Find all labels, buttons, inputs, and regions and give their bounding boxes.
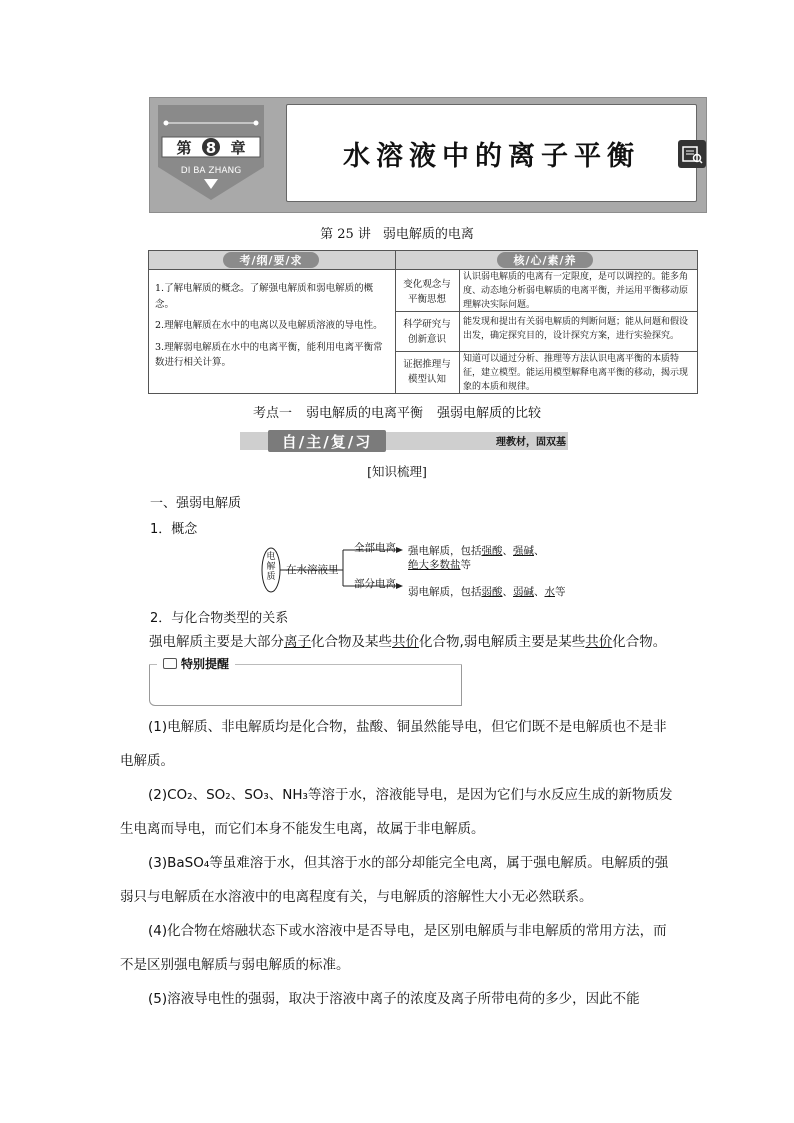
- literacy-name: 科学研究与创新意识: [403, 319, 451, 345]
- weak-base: 弱碱: [513, 586, 534, 598]
- literacy-desc: 知道可以通过分析、推理等方法认识电离平衡的本质特征，建立模型。能运用模型解释电离平衡的移动，揭示现象的本质和规律。: [463, 354, 689, 392]
- kaodian-title-2: 强弱电解质的比较: [437, 406, 542, 421]
- requirement-item: 1.了解电解质的概念。了解强电解质和弱电解质的概念。: [155, 283, 374, 310]
- strong-prefix: 强电解质，包括: [408, 545, 482, 557]
- separator: 、: [534, 586, 545, 598]
- overview-table: [148, 250, 698, 394]
- weak-acid: 弱酸: [481, 586, 503, 598]
- relation-part: 化合物。: [612, 634, 667, 650]
- diagram-branch-bottom: 部分电离: [354, 578, 396, 590]
- salts: 绝大多数盐: [408, 559, 461, 571]
- requirement-item: 3.理解弱电解质在水中的电离平衡，能利用电离平衡常数进行相关计算。: [155, 341, 383, 368]
- relation-part: 化合物及某些: [311, 634, 392, 650]
- note-header: [157, 655, 235, 672]
- relation-blank: 离子: [284, 634, 311, 650]
- relation-part: 化合物,弱电解质主要是某些: [419, 634, 586, 650]
- diagram-weak-line: [408, 584, 566, 599]
- note-paragraph: (5)溶液导电性的强弱，取决于溶液中离子的浓度及离子所带电荷的多少，因此不能: [148, 991, 640, 1007]
- diagram-strong-line: [408, 543, 545, 558]
- review-label: 自/主/复/习: [268, 430, 386, 452]
- relation-text: [149, 630, 666, 650]
- note-icon: [163, 658, 177, 669]
- diagram-root: 电解质: [266, 552, 276, 582]
- strong-acid: 强酸: [481, 545, 503, 557]
- literacy-header: 核/心/素/养: [497, 252, 593, 268]
- water: 水: [544, 586, 555, 598]
- chapter-prefix: 第: [176, 139, 192, 157]
- separator: 、: [502, 545, 513, 557]
- requirements-list: [155, 281, 385, 377]
- chapter-suffix: 章: [230, 139, 246, 157]
- kaodian-label: 考点一: [252, 406, 292, 421]
- separator: 、: [534, 545, 545, 557]
- chapter-number: 8: [205, 139, 217, 157]
- subsection-title: 1．概念: [150, 522, 198, 537]
- salts-tail: 等: [460, 559, 471, 571]
- relation-blank: 共价: [392, 634, 419, 650]
- literacy-name: 证据推理与模型认知: [403, 359, 451, 385]
- chapter-title: 水溶液中的离子平衡: [343, 140, 640, 172]
- relation-part: 强电解质主要是大部分: [149, 634, 284, 650]
- lecture-topic: 弱电解质的电离: [382, 227, 474, 242]
- separator: 、: [502, 586, 513, 598]
- note-paragraph: (3)BaSO₄等虽难溶于水，但其溶于水的部分却能完全电离，属于强电解质。电解质的强弱只与电解质在水溶液中的电离程度有关，与电解质的溶解性大小无必然联系。: [120, 855, 669, 905]
- note-label: 特别提醒: [181, 657, 230, 671]
- literacy-desc: 能发现和提出有关弱电解质的判断问题；能从问题和假设出发，确定探究目的，设计探究方案，进行实验探究。: [463, 317, 689, 341]
- review-subtitle: 理教材，固双基: [496, 437, 566, 448]
- requirement-item: 2.理解电解质在水中的电离以及电解质溶液的导电性。: [155, 320, 383, 331]
- literacy-name: 变化观念与平衡思想: [403, 279, 451, 305]
- kaodian-title-1: 弱电解质的电离平衡: [305, 406, 423, 421]
- requirements-header: 考/纲/要/求: [223, 252, 319, 268]
- diagram-condition: 在水溶液里: [286, 564, 339, 576]
- strong-base: 强碱: [513, 545, 534, 557]
- relation-blank: 共价: [585, 634, 613, 650]
- notes-list: [120, 710, 680, 1016]
- section-heading: [0, 402, 794, 421]
- diagram-salts-line: [408, 557, 471, 572]
- knowledge-heading: [知识梳理]: [367, 464, 427, 479]
- note-paragraph: (2)CO₂、SO₂、SO₃、NH₃等溶于水，溶液能导电，是因为它们与水反应生成的新物质发生电离而导电，而它们本身不能发生电离，故属于非电解质。: [120, 787, 673, 837]
- diagram-branch-top: 全部电离: [354, 542, 396, 554]
- chapter-badge: [158, 105, 264, 200]
- note-paragraph: (1)电解质、非电解质均是化合物，盐酸、铜虽然能导电，但它们既不是电解质也不是非电解质。: [120, 719, 667, 769]
- section-title: 一、强弱电解质: [150, 496, 242, 511]
- literacy-desc: 认识弱电解质的电离有一定限度，是可以调控的。能多角度、动态地分析弱电解质的电离平衡，并运用平衡移动原理解决实际问题。: [463, 272, 689, 310]
- note-paragraph: (4)化合物在熔融状态下或水溶液中是否导电，是区别电解质与非电解质的常用方法，而不是区别强电解质与弱电解质的标准。: [120, 923, 667, 973]
- weak-tail: 等: [555, 586, 566, 598]
- lecture-number: 第 25 讲: [320, 227, 371, 242]
- book-search-icon: [678, 140, 706, 168]
- subsection-title: 2．与化合物类型的关系: [150, 611, 289, 626]
- lecture-title: [0, 223, 794, 242]
- weak-prefix: 弱电解质，包括: [408, 586, 482, 598]
- chapter-pinyin: DI BA ZHANG: [180, 166, 242, 176]
